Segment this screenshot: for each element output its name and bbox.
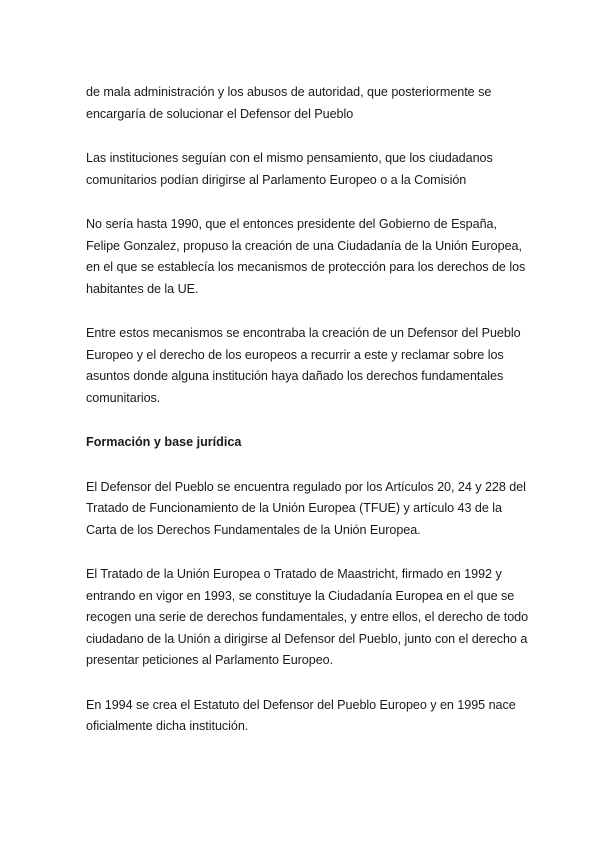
text-line: Europeo y el derecho de los europeos a recurrir a este y reclamar sobre los [86,347,504,362]
paragraph-mala-administracion [86,82,526,125]
text-line: No sería hasta 1990, que el entonces presidente del Gobierno de España, [86,217,497,231]
paragraph-estatuto [86,695,526,738]
text-line: En 1994 se crea el Estatuto del Defensor del Pueblo Europeo y en 1995 nace [86,697,516,712]
text-line: El Tratado de la Unión Europea o Tratado de Maastricht, firmado en 1992 y [86,567,502,581]
text-line: entrando en vigor en 1993, se constituye la Ciudadanía Europea en el que se [86,588,515,603]
section-heading: Formación y base jurídica [86,435,242,449]
text-line: Felipe Gonzalez, propuso la creación de una Ciudadanía de la Unión Europea, [86,238,522,253]
text-line: en el que se establecía los mecanismos de protección para los derechos de los [86,260,526,274]
text-line: ciudadano de la Unión a dirigirse al Defensor del Pueblo, junto con el derecho a [86,631,528,646]
text-line: recogen una serie de derechos fundamentales, y entre ellos, el derecho de todo [86,610,529,624]
text-line: Tratado de Funcionamiento de la Unión Europea (TFUE) y artículo 43 de la [86,501,502,515]
document-body [86,82,529,761]
text-line: oficialmente dicha institución. [86,719,249,733]
paragraph-regulacion [86,477,526,542]
text-line: Las instituciones seguían con el mismo pensamiento, que los ciudadanos [86,151,493,165]
paragraph-1990 [86,214,526,300]
text-line: Entre estos mecanismos se encontraba la creación de un Defensor del Pueblo [86,326,521,340]
text-line: presentar peticiones al Parlamento Europeo. [86,653,334,667]
text-line: comunitarios podían dirigirse al Parlamento Europeo o a la Comisión [86,172,467,187]
text-line: El Defensor del Pueblo se encuentra regulado por los Artículos 20, 24 y 228 del [86,479,526,494]
text-line: Carta de los Derechos Fundamentales de la Unión Europea. [86,522,421,537]
paragraph-mecanismos [86,323,526,409]
text-line: habitantes de la UE. [86,281,199,296]
text-line: comunitarios. [86,390,161,405]
paragraph-maastricht [86,564,529,672]
paragraph-instituciones [86,148,526,191]
text-line: asuntos donde alguna institución haya dañado los derechos fundamentales [86,369,504,383]
text-line: de mala administración y los abusos de autoridad, que posteriormente se [86,85,492,99]
text-line: encargaría de solucionar el Defensor del Pueblo [86,106,354,121]
